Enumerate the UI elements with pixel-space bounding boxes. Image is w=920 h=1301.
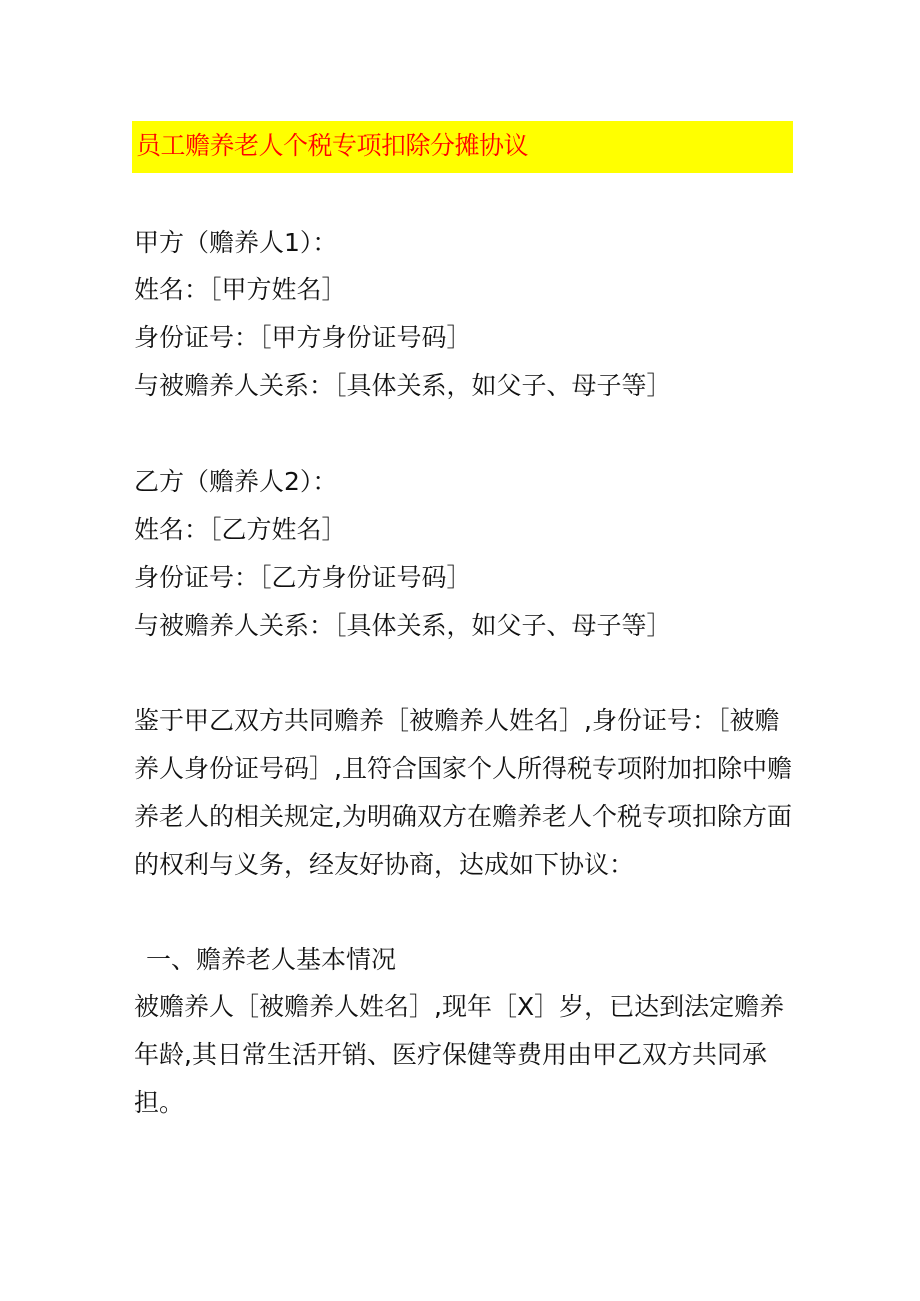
party-b-id: 身份证号：［乙方身份证号码］ bbox=[134, 563, 472, 592]
preamble-line: 养人身份证号码］,且符合国家个人所得税专项附加扣除中赡 bbox=[134, 754, 792, 783]
preamble-line: 的权利与义务，经友好协商，达成如下协议： bbox=[134, 850, 635, 879]
party-b-relation: 与被赡养人关系：［具体关系，如父子、母子等］ bbox=[134, 611, 672, 640]
section-1-line: 年龄,其日常生活开销、医疗保健等费用由甲乙双方共同承 bbox=[134, 1040, 767, 1069]
section-1-line: 被赡养人［被赡养人姓名］,现年［X］岁，已达到法定赡养 bbox=[134, 992, 785, 1021]
section-1-paragraph bbox=[134, 983, 794, 1127]
party-a-heading: 甲方（赡养人1）： bbox=[134, 228, 338, 257]
party-b-name: 姓名：［乙方姓名］ bbox=[134, 515, 347, 544]
section-1-heading: 一、赡养老人基本情况 bbox=[146, 945, 397, 974]
preamble-paragraph bbox=[134, 697, 794, 889]
party-a-relation: 与被赡养人关系：［具体关系，如父子、母子等］ bbox=[134, 371, 672, 400]
preamble-line: 鉴于甲乙双方共同赡养［被赡养人姓名］,身份证号：［被赡 bbox=[134, 706, 780, 735]
section-1-line: 担。 bbox=[134, 1088, 185, 1117]
document-title: 员工赡养老人个税专项扣除分摊协议 bbox=[136, 131, 529, 160]
preamble-line: 养老人的相关规定,为明确双方在赡养老人个税专项扣除方面 bbox=[134, 802, 792, 831]
party-b-heading: 乙方（赡养人2）： bbox=[134, 467, 338, 496]
party-a-id: 身份证号：［甲方身份证号码］ bbox=[134, 323, 472, 352]
party-a-name: 姓名：［甲方姓名］ bbox=[134, 275, 347, 304]
